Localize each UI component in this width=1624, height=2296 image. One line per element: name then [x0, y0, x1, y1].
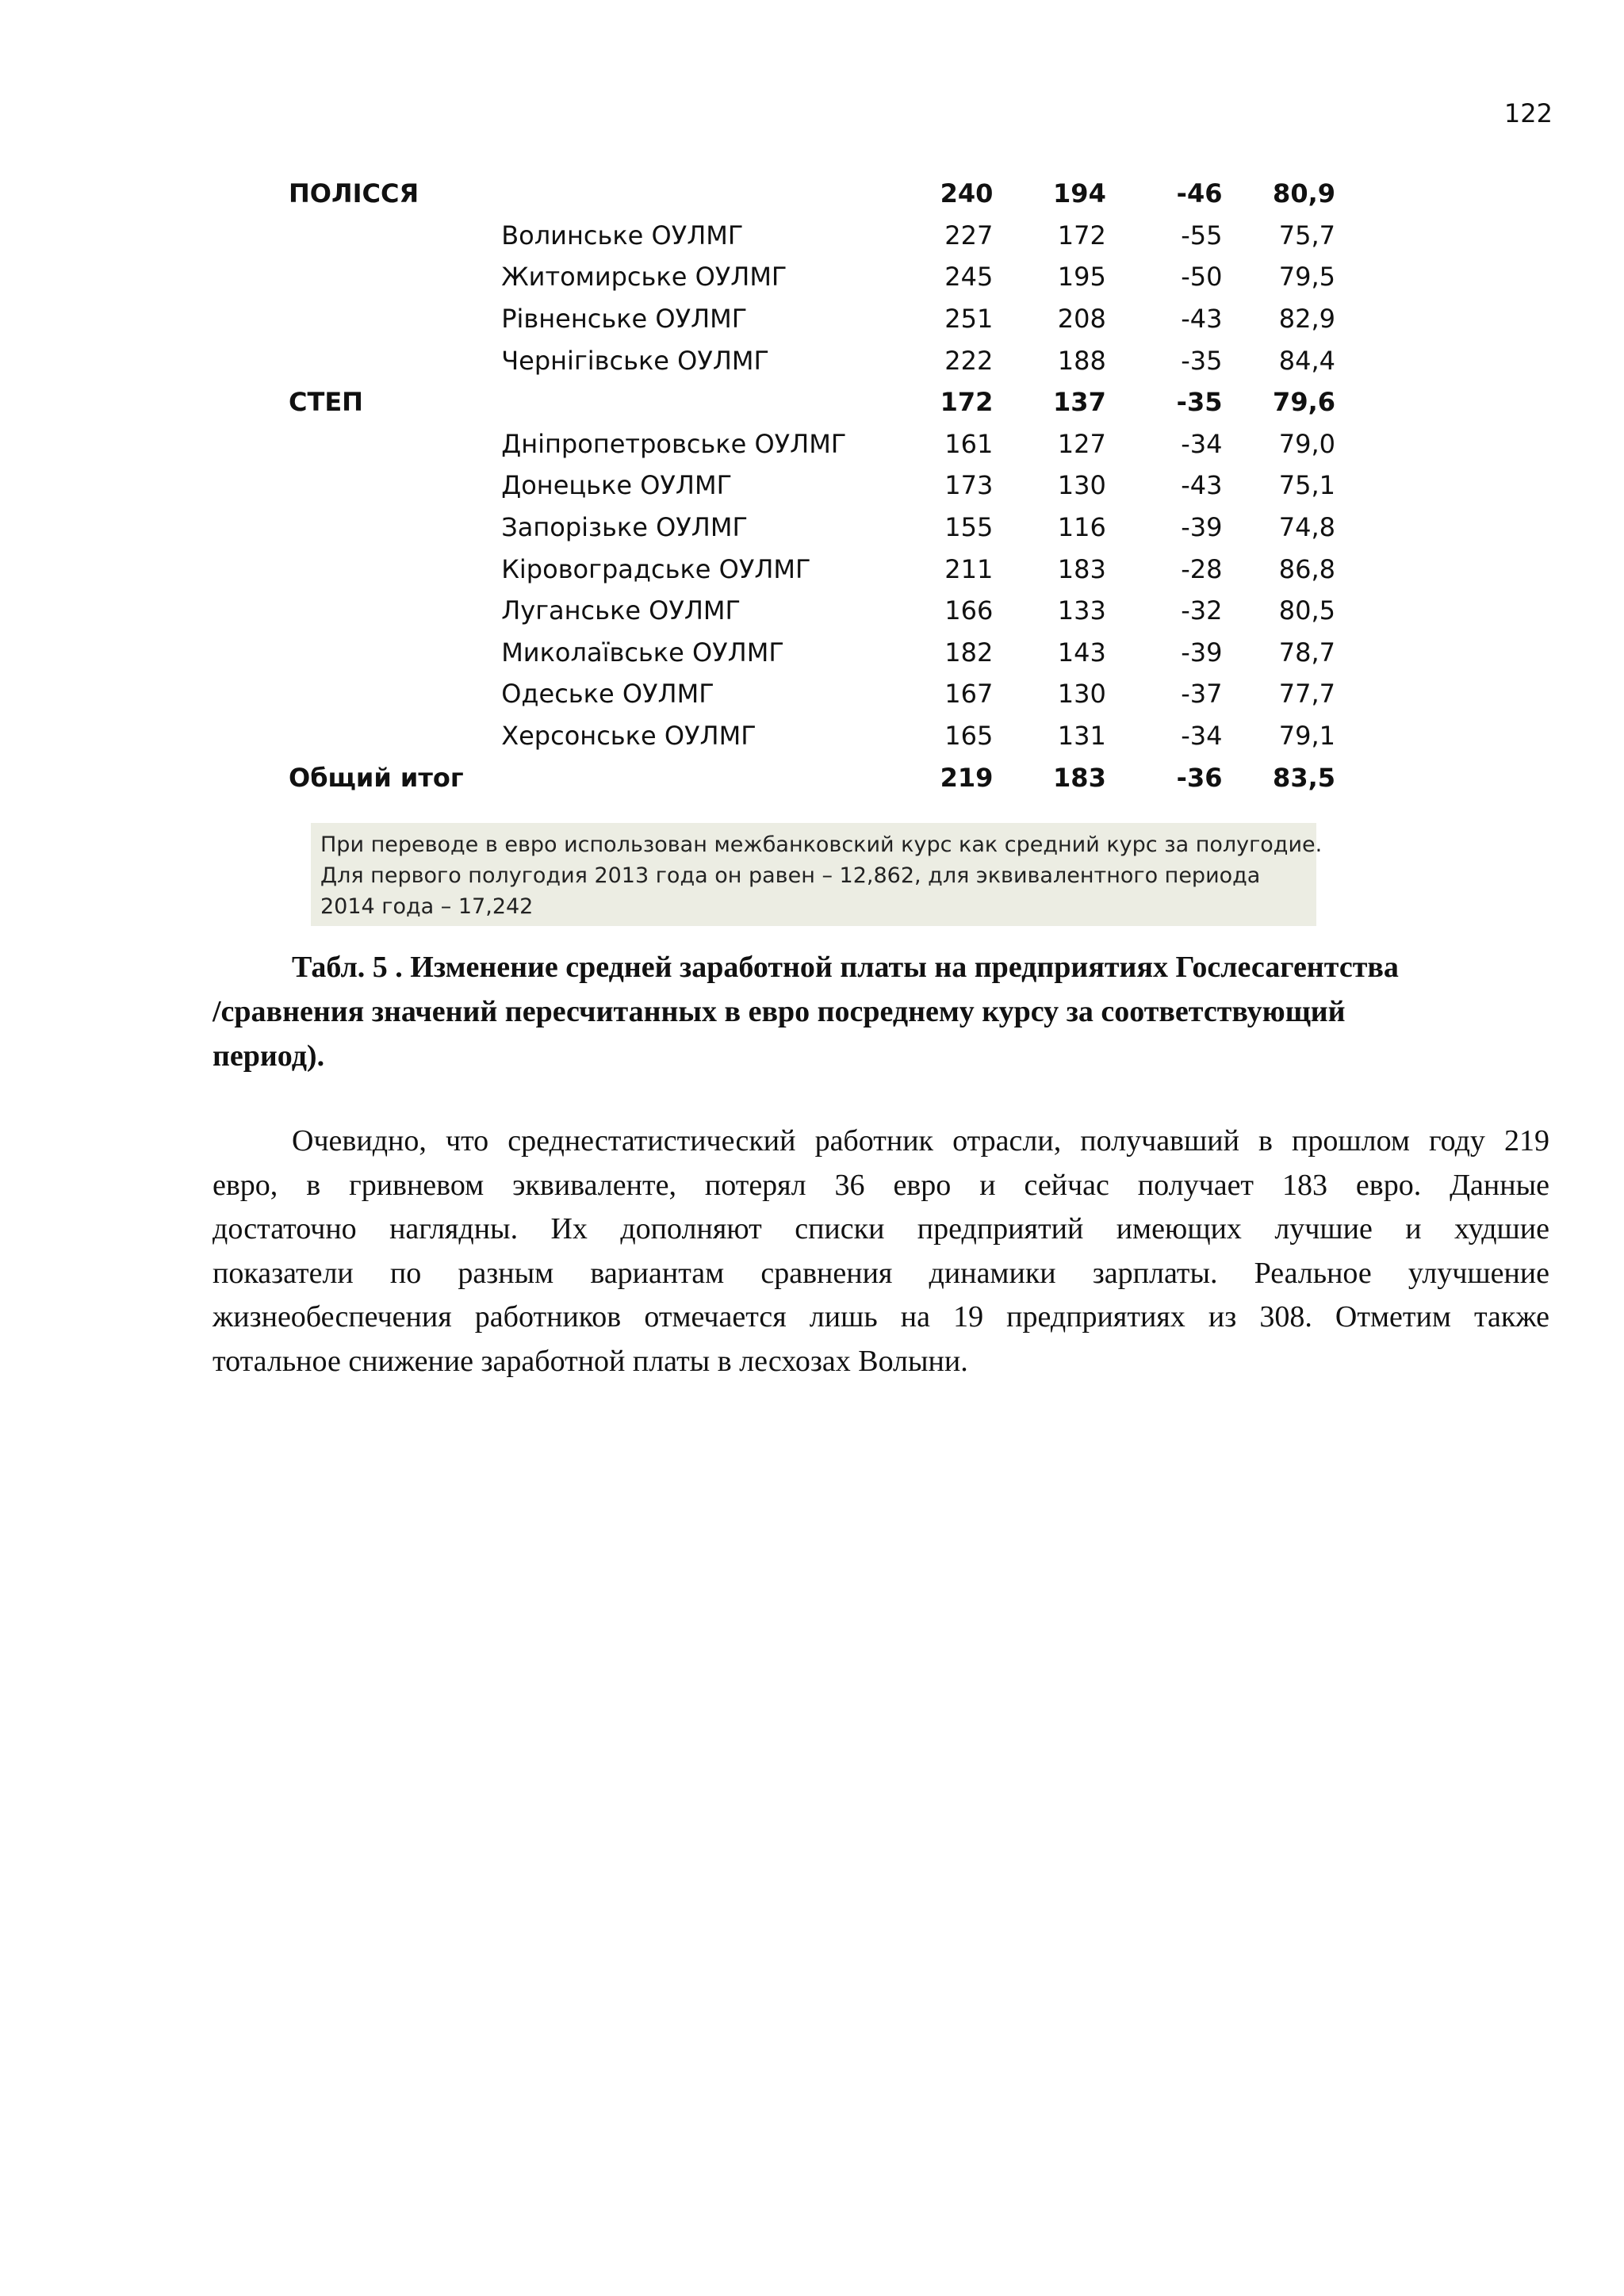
- salary-table-body: [289, 173, 1335, 798]
- row-value-1: 167: [944, 679, 994, 710]
- paragraph-line: жизнеобеспечения работников отмечается лишь на 19 предприятиях из 308. Отметим также: [213, 1300, 1549, 1334]
- row-group-label: [289, 590, 501, 632]
- row-value-2: 131: [1057, 721, 1106, 752]
- row-value-percent: 84,4: [1278, 345, 1335, 376]
- row-enterprise-name: Волинське ОУЛМГ: [501, 220, 744, 251]
- row-group-label: [289, 423, 501, 465]
- row-group-label: Общий итог: [289, 762, 464, 793]
- row-value-1: 165: [944, 721, 994, 752]
- row-group-label: [289, 465, 501, 507]
- row-value-2: 195: [1057, 262, 1106, 293]
- row-enterprise-name: Одеське ОУЛМГ: [501, 679, 714, 710]
- row-enterprise-name: [501, 173, 933, 215]
- row-value-change: -36: [1176, 762, 1223, 793]
- row-enterprise-name: Запорізьке ОУЛМГ: [501, 512, 748, 543]
- row-value-change: -32: [1181, 595, 1223, 626]
- table-row: [289, 173, 1335, 215]
- row-value-1: 211: [944, 553, 994, 584]
- table-row: [289, 590, 1335, 632]
- row-value-2: 183: [1053, 762, 1106, 793]
- row-value-1: 222: [944, 345, 994, 376]
- row-value-change: -39: [1181, 637, 1223, 668]
- row-value-2: 208: [1057, 304, 1106, 335]
- row-value-2: 130: [1057, 679, 1106, 710]
- row-group-label: ПОЛІССЯ: [289, 178, 419, 209]
- row-value-percent: 74,8: [1278, 512, 1335, 543]
- row-value-1: 227: [944, 220, 994, 251]
- table-row: [289, 548, 1335, 590]
- row-value-2: 183: [1057, 553, 1106, 584]
- exchange-rate-note: [311, 823, 1323, 926]
- row-value-change: -35: [1181, 345, 1223, 376]
- row-enterprise-name: Миколаївське ОУЛМГ: [501, 637, 784, 668]
- row-group-label: [289, 548, 501, 590]
- row-value-1: 161: [944, 428, 994, 459]
- row-group-label: [289, 632, 501, 674]
- caption-line: период).: [213, 1039, 325, 1073]
- row-value-1: 240: [940, 178, 994, 209]
- table-row: [289, 256, 1335, 298]
- row-value-2: 137: [1053, 387, 1106, 418]
- row-value-2: 130: [1057, 470, 1106, 501]
- row-value-change: -46: [1176, 178, 1223, 209]
- paragraph-line: достаточно наглядны. Их дополняют списки предприятий имеющих лучшие и худшие: [213, 1212, 1549, 1246]
- row-value-change: -39: [1181, 512, 1223, 543]
- table-row: [289, 215, 1335, 257]
- note-line: При переводе в евро использован межбанковский курс как средний курс за полугодие.: [320, 832, 1323, 857]
- row-value-percent: 79,1: [1278, 721, 1335, 752]
- row-group-label: [289, 715, 501, 757]
- note-line: Для первого полугодия 2013 года он равен – 12,862, для эквивалентного периода: [320, 863, 1261, 888]
- row-value-2: 172: [1057, 220, 1106, 251]
- table-caption: [213, 945, 1549, 1078]
- body-paragraph: [213, 1119, 1549, 1383]
- row-value-percent: 82,9: [1278, 304, 1335, 335]
- row-value-percent: 80,9: [1273, 178, 1335, 209]
- row-value-2: 194: [1053, 178, 1106, 209]
- row-value-change: -43: [1181, 304, 1223, 335]
- table-row: [289, 756, 1335, 798]
- row-enterprise-name: Дніпропетровське ОУЛМГ: [501, 428, 847, 459]
- table-row: [289, 381, 1335, 423]
- paragraph-line: Очевидно, что среднестатистический работник отрасли, получавший в прошлом году 219: [292, 1124, 1549, 1158]
- table-row: [289, 632, 1335, 674]
- paragraph-line: показатели по разным вариантам сравнения динамики зарплаты. Реальное улучшение: [213, 1256, 1549, 1290]
- caption-line: Табл. 5 . Изменение средней заработной платы на предприятиях Гослесагентства: [292, 951, 1399, 984]
- row-enterprise-name: Рівненське ОУЛМГ: [501, 304, 748, 335]
- row-value-change: -34: [1181, 721, 1223, 752]
- table-row: [289, 423, 1335, 465]
- row-value-percent: 86,8: [1278, 553, 1335, 584]
- row-group-label: СТЕП: [289, 387, 363, 418]
- paragraph-line: тотальное снижение заработной платы в лесхозах Волыни.: [213, 1344, 968, 1378]
- row-value-1: 173: [944, 470, 994, 501]
- row-value-change: -28: [1181, 553, 1223, 584]
- page-number: 122: [1503, 98, 1553, 128]
- row-value-2: 188: [1057, 345, 1106, 376]
- row-value-2: 127: [1057, 428, 1106, 459]
- row-enterprise-name: Кіровоградське ОУЛМГ: [501, 553, 811, 584]
- row-value-change: -55: [1181, 220, 1223, 251]
- caption-line: /сравнения значений пересчитанных в евро посреднему курсу за соответствующий: [213, 995, 1346, 1028]
- paragraph-line: евро, в гривневом эквиваленте, потерял 36 евро и сейчас получает 183 евро. Данные: [213, 1168, 1549, 1202]
- table-row: [289, 507, 1335, 549]
- table-row: [289, 339, 1335, 381]
- row-value-1: 245: [944, 262, 994, 293]
- row-enterprise-name: [501, 381, 933, 423]
- row-enterprise-name: Чернігівське ОУЛМГ: [501, 345, 770, 376]
- row-value-1: 166: [944, 595, 994, 626]
- row-value-percent: 78,7: [1278, 637, 1335, 668]
- row-value-1: 182: [944, 637, 994, 668]
- row-value-percent: 79,5: [1278, 262, 1335, 293]
- row-value-change: -35: [1176, 387, 1223, 418]
- row-value-2: 133: [1057, 595, 1106, 626]
- row-group-label: [289, 507, 501, 549]
- row-value-1: 155: [944, 512, 994, 543]
- row-value-percent: 79,0: [1278, 428, 1335, 459]
- row-value-1: 172: [940, 387, 994, 418]
- row-group-label: [289, 339, 501, 381]
- row-value-percent: 79,6: [1273, 387, 1335, 418]
- row-group-label: [289, 673, 501, 715]
- row-enterprise-name: Донецьке ОУЛМГ: [501, 470, 733, 501]
- table-row: [289, 465, 1335, 507]
- row-value-change: -43: [1181, 470, 1223, 501]
- row-value-1: 251: [944, 304, 994, 335]
- row-group-label: [289, 298, 501, 340]
- table-row: [289, 715, 1335, 757]
- table-row: [289, 673, 1335, 715]
- row-enterprise-name: Луганське ОУЛМГ: [501, 595, 741, 626]
- row-value-change: -37: [1181, 679, 1223, 710]
- row-enterprise-name: [501, 756, 933, 798]
- row-enterprise-name: Херсонське ОУЛМГ: [501, 721, 756, 752]
- row-value-percent: 80,5: [1278, 595, 1335, 626]
- row-value-percent: 75,1: [1278, 470, 1335, 501]
- row-value-change: -34: [1181, 428, 1223, 459]
- row-value-percent: 83,5: [1273, 762, 1335, 793]
- row-value-change: -50: [1181, 262, 1223, 293]
- row-value-2: 116: [1057, 512, 1106, 543]
- row-value-percent: 77,7: [1278, 679, 1335, 710]
- row-value-percent: 75,7: [1278, 220, 1335, 251]
- table-row: [289, 298, 1335, 340]
- row-enterprise-name: Житомирське ОУЛМГ: [501, 262, 787, 293]
- row-value-2: 143: [1057, 637, 1106, 668]
- row-value-1: 219: [940, 762, 994, 793]
- salary-table: [289, 173, 1335, 798]
- note-line: 2014 года – 17,242: [320, 894, 534, 919]
- row-group-label: [289, 256, 501, 298]
- row-group-label: [289, 215, 501, 257]
